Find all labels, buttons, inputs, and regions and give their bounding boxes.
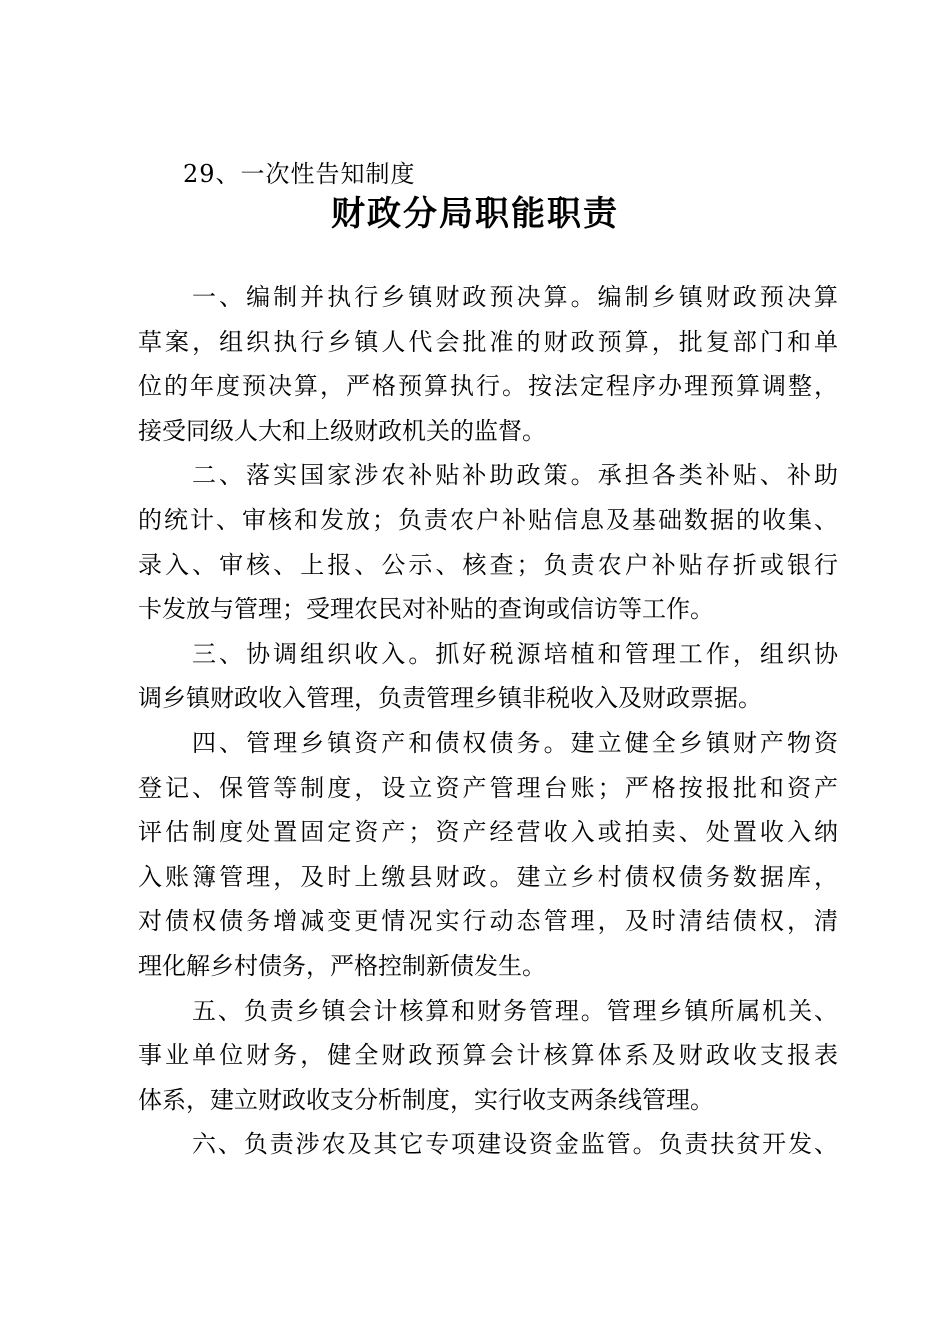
page-title: 财政分局职能职责 [331,194,619,234]
text-line: 五、负责乡镇会计核算和财务管理。管理乡镇所属机关、 [192,996,838,1025]
text-line: 的统计、审核和发放；负责农户补贴信息及基础数据的收集、 [138,505,838,534]
text-line: 对债权债务增减变更情况实行动态管理，及时清结债权，清 [138,907,838,936]
text-line: 接受同级人大和上级财政机关的监督。 [138,416,546,445]
text-line: 入账簿管理，及时上缴县财政。建立乡村债权债务数据库， [138,862,838,891]
text-line: 事业单位财务，健全财政预算会计核算体系及财政收支报表 [138,1041,838,1070]
text-line: 一、编制并执行乡镇财政预决算。编制乡镇财政预决算 [192,283,838,311]
text-line: 登记、保管等制度，设立资产管理台账；严格按报批和资产 [138,773,838,802]
text-line: 调乡镇财政收入管理，负责管理乡镇非税收入及财政票据。 [138,684,762,713]
document-number: 29、一次性告知制度 [183,160,416,188]
text-line: 评估制度处置固定资产；资产经营收入或拍卖、处置收入纳 [138,818,838,847]
text-line: 卡发放与管理；受理农民对补贴的查询或信访等工作。 [138,595,714,624]
text-line: 四、管理乡镇资产和债权债务。建立健全乡镇财产物资 [192,728,838,757]
text-line: 录入、审核、上报、公示、核查；负责农户补贴存折或银行 [138,550,838,579]
text-line: 理化解乡村债务，严格控制新债发生。 [138,951,546,980]
text-line: 二、落实国家涉农补贴补助政策。承担各类补贴、补助 [192,461,838,490]
document-body [138,275,838,1167]
text-line: 位的年度预决算，严格预算执行。按法定程序办理预算调整， [138,372,838,401]
text-line: 体系，建立财政收支分析制度，实行收支两条线管理。 [138,1085,714,1114]
text-line: 三、协调组织收入。抓好税源培植和管理工作，组织协 [192,639,838,668]
text-line: 草案，组织执行乡镇人代会批准的财政预算，批复部门和单 [138,327,838,356]
text-line: 六、负责涉农及其它专项建设资金监管。负责扶贫开发、 [192,1130,838,1159]
